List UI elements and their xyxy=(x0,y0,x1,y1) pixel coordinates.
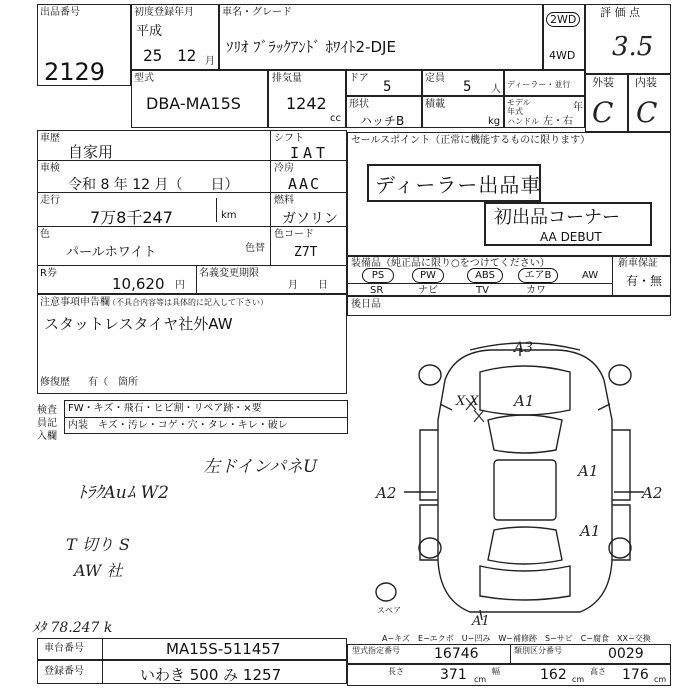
dealer-stamp-text: ディーラー出品車 xyxy=(375,173,542,197)
interior-label: 内装 xyxy=(635,76,657,89)
plate-label: 登録番号 xyxy=(44,666,84,677)
displacement-unit: cc xyxy=(330,113,341,124)
width-label: 幅 xyxy=(492,667,500,676)
history-label: 車歴 xyxy=(40,133,60,144)
designation: 16746 xyxy=(434,646,479,662)
doors: 5 xyxy=(383,79,392,95)
plate: いわき 500 み 1257 xyxy=(140,666,282,684)
inspection: 令和 8 年 12 月（ 日） xyxy=(68,177,239,193)
history: 自家用 xyxy=(68,143,114,161)
equip-leather: カワ xyxy=(526,285,546,296)
repair: 有（ 箇所 xyxy=(88,377,138,388)
displacement-label: 排気量 xyxy=(272,73,302,84)
shift: IAT xyxy=(290,144,330,162)
doors-label: ドア xyxy=(349,73,369,84)
mileage: 7万8千247 xyxy=(90,208,173,227)
damage-mark-a1-right-rear: A1 xyxy=(580,522,601,540)
drive-2wd: 2WD xyxy=(546,12,580,27)
handwritten-note-3: T 切り S xyxy=(66,535,130,554)
mileage-unit: km xyxy=(221,210,237,221)
repair-label: 修復歴 xyxy=(40,377,70,388)
model-year-unit: 年 xyxy=(573,102,583,113)
month-unit: 月 xyxy=(205,56,215,67)
equip-pw: PW xyxy=(412,268,444,283)
height-unit: cm xyxy=(654,675,667,684)
era: 平成 xyxy=(136,24,163,39)
damage-mark-a1-rear: A1 xyxy=(472,614,490,629)
fuel-label: 燃料 xyxy=(274,195,294,206)
equip-tv: TV xyxy=(476,285,489,296)
equip-sr: SR xyxy=(370,285,384,296)
equip-aw: AW xyxy=(582,270,599,281)
model-name: ｿﾘｵ ﾌﾞﾗｯｸｱﾝﾄﾞ ﾎﾜｲﾄ2-DJE xyxy=(226,38,396,56)
height-label: 高さ xyxy=(590,667,606,676)
grade-label: 評 価 点 xyxy=(600,6,640,19)
damage-mark-xx: X X xyxy=(456,394,479,409)
exterior-grade: C xyxy=(592,96,614,129)
color-label: 色 xyxy=(40,229,50,240)
first-reg-label: 初度登録年月 xyxy=(134,7,194,18)
height: 176 xyxy=(622,667,649,683)
inspector-label: 検査員記入欄 xyxy=(37,405,57,442)
damage-mark-a1-right-front: A1 xyxy=(578,462,599,480)
width: 162 xyxy=(540,667,567,683)
notes-sub: （不具合内容等は具体的に記入して下さい） xyxy=(108,298,268,307)
shape: ハッチB xyxy=(360,114,405,128)
handwritten-note-5: ﾒﾀ 78.247 k xyxy=(32,620,113,636)
notes-text: スタットレスタイヤ社外AW xyxy=(44,315,233,333)
model-name-label: 車名・グレード xyxy=(222,7,292,18)
chassis-label: 車台番号 xyxy=(44,643,84,654)
chassis: MA15S-511457 xyxy=(166,640,281,658)
int-row: 内装 キズ・汚レ・コゲ・穴・タレ・キレ・破レ xyxy=(68,420,288,431)
equip-ps: PS xyxy=(362,268,394,283)
lot-number: 2129 xyxy=(44,58,106,86)
debut-stamp-en: AA DEBUT xyxy=(540,230,602,244)
capacity-unit: 人 xyxy=(491,84,501,95)
exterior-label: 外装 xyxy=(592,76,614,89)
type-value: DBA-MA15S xyxy=(146,94,241,113)
recycle-unit: 円 xyxy=(175,280,185,291)
shift-label: シフト xyxy=(274,133,304,144)
damage-mark-a2-left: A2 xyxy=(376,484,397,502)
sales-point-label: セールスポイント（正常に機能するものに限ります） xyxy=(351,135,591,146)
title-deadline-label: 名義変更期限 xyxy=(199,268,259,279)
equipment-label: 装備品（純正品に限り○をつけてください） xyxy=(351,258,550,269)
color: パールホワイト xyxy=(66,245,157,260)
recycle: 10,620 xyxy=(112,275,165,293)
length-unit: cm xyxy=(474,675,487,684)
drive-4wd: 4WD xyxy=(549,49,576,62)
load-unit: kg xyxy=(488,116,501,127)
model-year-label: モデル年式 xyxy=(507,98,531,116)
title-deadline: 月 日 xyxy=(288,280,328,291)
dealer-label: ディーラー・並行 xyxy=(507,80,571,89)
equip-navi: ナビ xyxy=(418,285,438,296)
handle: 左・右 xyxy=(543,116,573,127)
color-code: Z7T xyxy=(294,245,318,260)
displacement: 1242 xyxy=(286,94,327,113)
first-reg-month: 12 xyxy=(177,46,197,65)
grade-value: 3.5 xyxy=(612,32,654,62)
new-warranty: 有・無 xyxy=(626,274,663,288)
new-warranty-label: 新車保証 xyxy=(618,258,658,269)
after-label: 後日品 xyxy=(351,299,381,310)
damage-mark-a1-hood: A1 xyxy=(514,392,535,410)
debut-stamp-text: 初出品コーナー xyxy=(494,207,620,228)
ac-label: 冷房 xyxy=(274,163,294,174)
width-unit: cm xyxy=(572,675,585,684)
length-label: 長さ xyxy=(388,667,404,676)
load-label: 積載 xyxy=(425,99,445,110)
length: 371 xyxy=(440,667,467,683)
category-label: 類別区分番号 xyxy=(514,646,562,655)
fuel: ガソリン xyxy=(282,211,338,227)
color-change-label: 色替 xyxy=(245,243,265,254)
handwritten-note-1: 左ドインパネU xyxy=(203,457,318,477)
capacity: 5 xyxy=(463,79,472,95)
mileage-label: 走行 xyxy=(40,195,60,206)
handwritten-note-2: ﾄﾗｸAuﾑ W2 xyxy=(78,483,169,503)
handle-label: ハンドル xyxy=(507,117,539,126)
equip-abs: ABS xyxy=(467,268,503,283)
type-label: 型式 xyxy=(134,73,154,84)
damage-legend: A−キズ E−エクボ U−凹み W−補修跡 S−サビ C−腐食 XX−交換 xyxy=(382,634,651,643)
lot-number-label: 出品番号 xyxy=(40,7,80,18)
color-code-label: 色コード xyxy=(274,229,314,240)
capacity-label: 定員 xyxy=(425,73,445,84)
designation-label: 型式指定番号 xyxy=(352,646,400,655)
ext-row: FW・キズ・飛石・ヒビ割・リペア跡・×要 xyxy=(68,403,262,414)
inspection-label: 車検 xyxy=(40,163,60,174)
category: 0029 xyxy=(608,646,644,662)
ac: AAC xyxy=(288,175,322,193)
notes-label: 注意事項申告欄 xyxy=(40,297,110,308)
shape-label: 形状 xyxy=(349,99,369,110)
handwritten-note-4: AW 社 xyxy=(74,561,123,580)
recycle-label: R券 xyxy=(40,268,57,279)
equip-airbag: エアB xyxy=(518,268,558,283)
spare-label: スペア xyxy=(377,606,401,615)
interior-grade: C xyxy=(636,96,658,129)
damage-mark-a2-right: A2 xyxy=(642,484,663,502)
first-reg-year: 25 xyxy=(143,46,163,65)
damage-mark-a3: A3 xyxy=(514,340,534,356)
